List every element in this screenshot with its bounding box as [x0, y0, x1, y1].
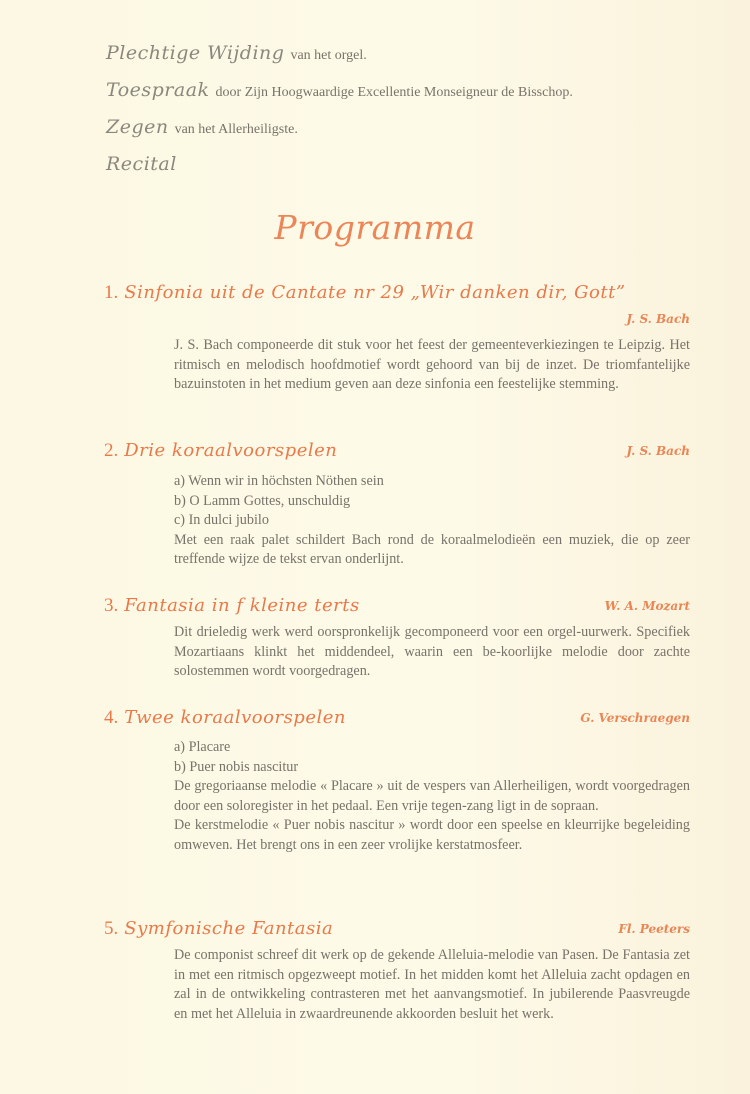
item-paragraph: De componist schreef dit werk op de gekende Alleluia-melodie van Pasen. De Fantasia zet in met een ritmisch opgezweept motief. In het midden komt het Alleluia zacht opdagen en zal in de ontwikkeling contrasteren met het aanvangsmotief. In jubilerende Paasvreugde en met het Alleluia in zwaardreunende akkoorden besluit het werk.	[174, 947, 690, 1022]
item-header	[104, 703, 690, 733]
item-number: 3.	[104, 595, 119, 616]
intro-text: van het orgel.	[290, 48, 367, 63]
item-header	[104, 914, 690, 944]
intro-heading: Recital	[106, 153, 177, 175]
item-paragraph: De gregoriaanse melodie « Placare » uit de vespers van Allerheiligen, wordt voorgedragen door een soloregister in het pedaal. Een vrije tegen-zang ligt in de sopraan.	[174, 778, 690, 814]
item-subitem: a) Wenn wir in höchsten Nöthen sein	[174, 473, 384, 489]
item-paragraph: Met een raak palet schildert Bach rond de koraalmelodieën een muziek, die op zeer treffende wijze de tekst ervan onderlijnt.	[174, 531, 690, 567]
item-composer: G. Verschraegen	[580, 711, 690, 725]
item-description	[174, 472, 690, 570]
intro-line-toespraak	[106, 75, 706, 112]
item-paragraph: Dit drieledig werk werd oorspronkelijk gecomponeerd voor een orgel-uurwerk. Specifiek Mozartiaans klinkt het middendeel, waarin een be-koorlijke melodie door zachte solostemmen wordt voorgedragen.	[174, 624, 690, 679]
item-title: Twee koraalvoorspelen	[124, 707, 346, 728]
item-title: Sinfonia uit de Cantate nr 29 „Wir danken dir, Gott”	[124, 282, 626, 303]
item-number: 2.	[104, 440, 119, 461]
item-number: 4.	[104, 707, 119, 728]
item-number: 1.	[104, 282, 119, 303]
item-subitem: b) O Lamm Gottes, unschuldig	[174, 492, 351, 509]
program-item-4	[104, 703, 690, 855]
item-composer: Fl. Peeters	[618, 922, 690, 936]
intro-text: van het Allerheiligste.	[174, 122, 298, 137]
program-item-1	[104, 278, 690, 395]
program-item-2	[104, 436, 690, 570]
item-subitem: c) In dulci jubilo	[174, 512, 269, 528]
item-description	[174, 623, 690, 682]
intro-line-wijding	[106, 38, 706, 75]
item-header	[104, 278, 690, 326]
item-title: Symfonische Fantasia	[124, 918, 334, 939]
item-description	[174, 946, 690, 1024]
intro-text: door Zijn Hoogwaardige Excellentie Monseigneur de Bisschop.	[215, 85, 573, 100]
program-item-3	[104, 591, 690, 682]
item-title: Drie koraalvoorspelen	[124, 440, 338, 461]
intro-section	[106, 38, 706, 186]
item-subitem: b) Puer nobis nascitur	[174, 758, 299, 775]
item-composer: W. A. Mozart	[604, 599, 690, 613]
page-title: Programma	[274, 208, 476, 247]
item-description	[174, 738, 690, 855]
item-paragraph: De kerstmelodie « Puer nobis nascitur » wordt door een speelse en kleurrijke begeleiding omweven. Het brengt ons in een zeer vrolijke kerstatmosfeer.	[174, 817, 690, 853]
item-composer: J. S. Bach	[626, 312, 690, 326]
item-number: 5.	[104, 918, 119, 939]
item-paragraph: J. S. Bach componeerde dit stuk voor het feest der gemeenteverkiezingen te Leipzig. Het ritmisch en melodisch hoofdmotief wordt gehoord van bij de inzet. De triomfantelijke bazuinstoten in het medium geven aan deze sinfonia een feestelijke stemming.	[174, 337, 690, 392]
intro-line-zegen	[106, 112, 706, 149]
program-item-5	[104, 914, 690, 1024]
item-composer: J. S. Bach	[626, 444, 690, 458]
item-subitem: a) Placare	[174, 739, 231, 755]
item-header	[104, 591, 690, 621]
item-description	[174, 336, 690, 395]
intro-heading: Zegen	[106, 116, 169, 138]
intro-heading: Plechtige Wijding	[106, 42, 285, 64]
intro-line-recital	[106, 149, 706, 186]
item-title: Fantasia in f kleine terts	[124, 595, 360, 616]
intro-heading: Toespraak	[106, 79, 210, 101]
item-header	[104, 436, 690, 466]
